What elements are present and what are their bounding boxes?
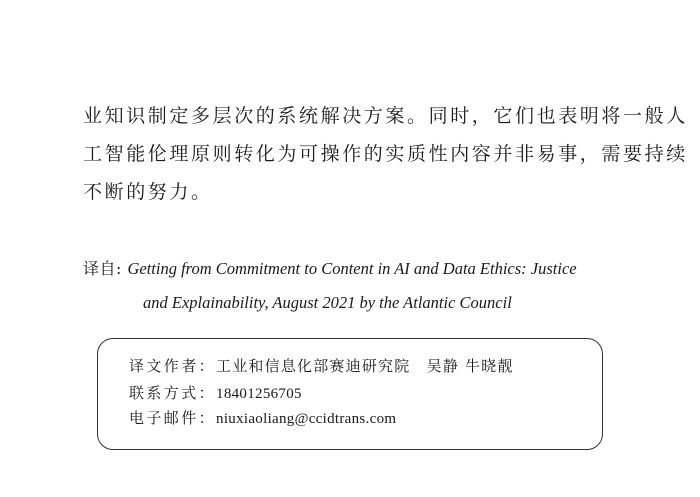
translator-row (129, 355, 514, 377)
email-link[interactable]: niuxiaoliang@ccidtrans.com (216, 411, 397, 427)
source-citation (83, 252, 577, 320)
body-paragraph (83, 97, 688, 211)
source-title-line2: and Explainability, August 2021 by the Atlantic Council (143, 293, 512, 312)
contact-row (129, 382, 302, 405)
paragraph-line: 业知识制定多层次的系统解决方案。同时，它们也表明将一般人 (83, 105, 688, 127)
email-label: 电子邮件： (129, 409, 217, 427)
author-info-box (97, 338, 603, 450)
contact-label: 联系方式： (129, 384, 217, 402)
email-row (129, 407, 396, 430)
paragraph-line: 不断的努力。 (83, 181, 213, 203)
paragraph-line: 工智能伦理原则转化为可操作的实质性内容并非易事，需要持续 (83, 143, 688, 165)
contact-value: 18401256705 (216, 386, 302, 402)
source-prefix: 译自: (83, 259, 128, 278)
translator-value: 工业和信息化部赛迪研究院 吴静 牛晓靓 (216, 357, 514, 375)
source-title-line1: Getting from Commitment to Content in AI and Data Ethics: Justice (127, 259, 577, 278)
translator-label: 译文作者： (129, 357, 217, 375)
